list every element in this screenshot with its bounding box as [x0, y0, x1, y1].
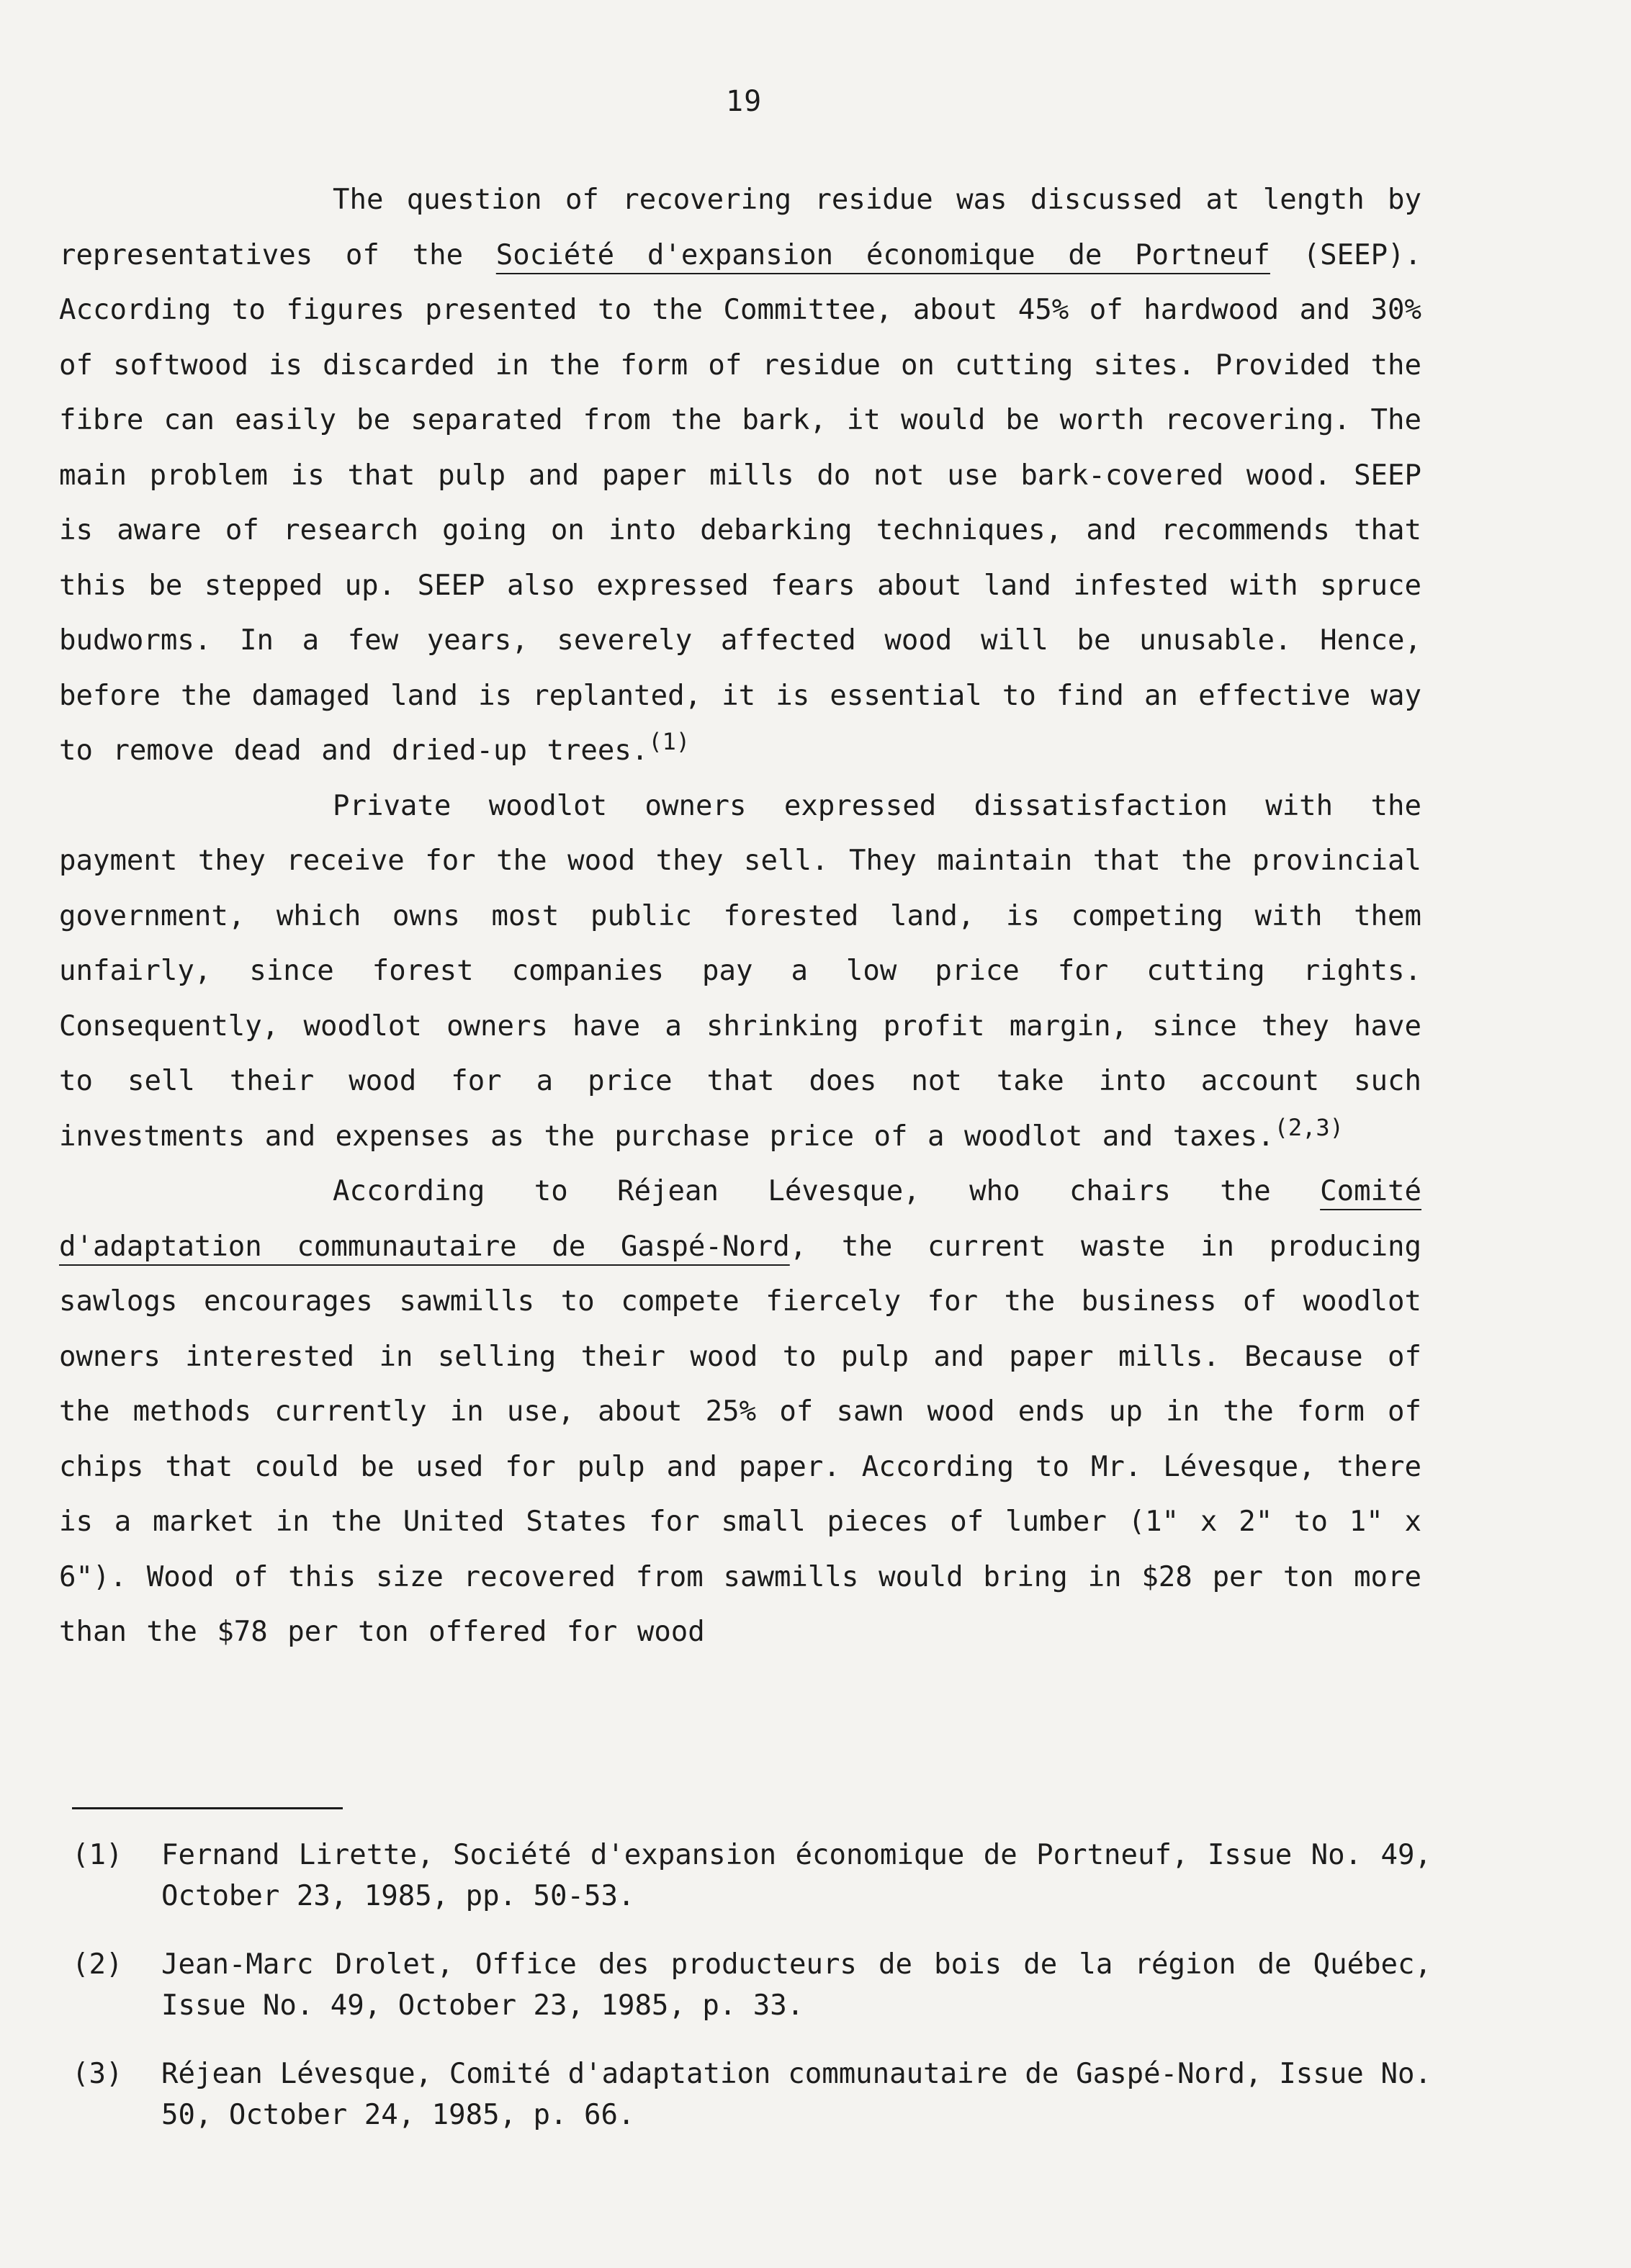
footnote-text: Réjean Lévesque, Comité d'adaptation communautaire de Gaspé-Nord, Issue No. 50, October 24, 1985, p. 66.	[161, 2058, 1432, 2131]
footnote-number: (2)	[72, 1948, 123, 1981]
footnotes	[72, 1835, 1432, 2163]
footnote-text: Jean-Marc Drolet, Office des producteurs de bois de la région de Québec, Issue No. 49, October 23, 1985, p. 33.	[161, 1948, 1432, 2022]
paragraph-text: Private woodlot owners expressed dissatisfaction with the payment they receive for the wood they sell. They maintain that the provincial government, which owns most public forested land, is competing with them unfairly, since forest companies pay a low price for cutting rights. Consequently, woodlot owners have a shrinking profit margin, since they have to sell their wood for a price that does not take into account such investments and expenses as the purchase price of a woodlot and taxes.	[59, 789, 1421, 1153]
page-number: 19	[726, 85, 763, 118]
footnote-text: Fernand Lirette, Société d'expansion économique de Portneuf, Issue No. 49, October 23, 1985, pp. 50-53.	[161, 1839, 1432, 1912]
footnote-reference: (2,3)	[1274, 1113, 1344, 1141]
paragraph-residue-recovery	[59, 173, 1421, 779]
footnote	[72, 1944, 1432, 2026]
footnote-divider	[72, 1807, 343, 1809]
footnote	[72, 1835, 1432, 1917]
footnote-reference: (1)	[648, 728, 691, 755]
footnote	[72, 2053, 1432, 2136]
organization-name: Société d'expansion économique de Portneuf	[495, 238, 1270, 271]
paragraph-text: (SEEP). According to figures presented to the Committee, about 45% of hardwood and 30% of softwood is discarded in the form of residue on cutting sites. Provided the fibre can easily be separated from the bark, it would be worth recovering. The main problem is that pulp and paper mills do not use bark-covered wood. SEEP is aware of research going on into debarking techniques, and recommends that this be stepped up. SEEP also expressed fears about land infested with spruce budworms. In a few years, severely affected wood will be unusable. Hence, before the damaged land is replanted, it is essential to find an effective way to remove dead and dried-up trees.	[59, 238, 1422, 767]
paragraph-sawlog-waste	[59, 1164, 1421, 1660]
paragraph-text: , the current waste in producing sawlogs encourages sawmills to compete fiercely for the business of woodlot owners interested in selling their wood to pulp and paper mills. Because of the methods currently in use, about 25% of sawn wood ends up in the form of chips that could be used for pulp and paper. According to Mr. Lévesque, there is a market in the United States for small pieces of lumber (1" x 2" to 1" x 6"). Wood of this size recovered from sawmills would bring in $28 per ton more than the $78 per ton offered for wood	[59, 1230, 1422, 1648]
body-text	[59, 173, 1421, 1660]
paragraph-text: The question of recovering residue was discussed at length by representatives of the	[59, 184, 1421, 271]
paragraph-woodlot-owners	[59, 779, 1421, 1165]
footnote-number: (3)	[72, 2058, 123, 2090]
organization-name: Comité d'adaptation communautaire de Gaspé-Nord	[59, 1175, 1421, 1263]
paragraph-text: According to Réjean Lévesque, who chairs the	[333, 1175, 1321, 1207]
footnote-number: (1)	[72, 1839, 123, 1871]
